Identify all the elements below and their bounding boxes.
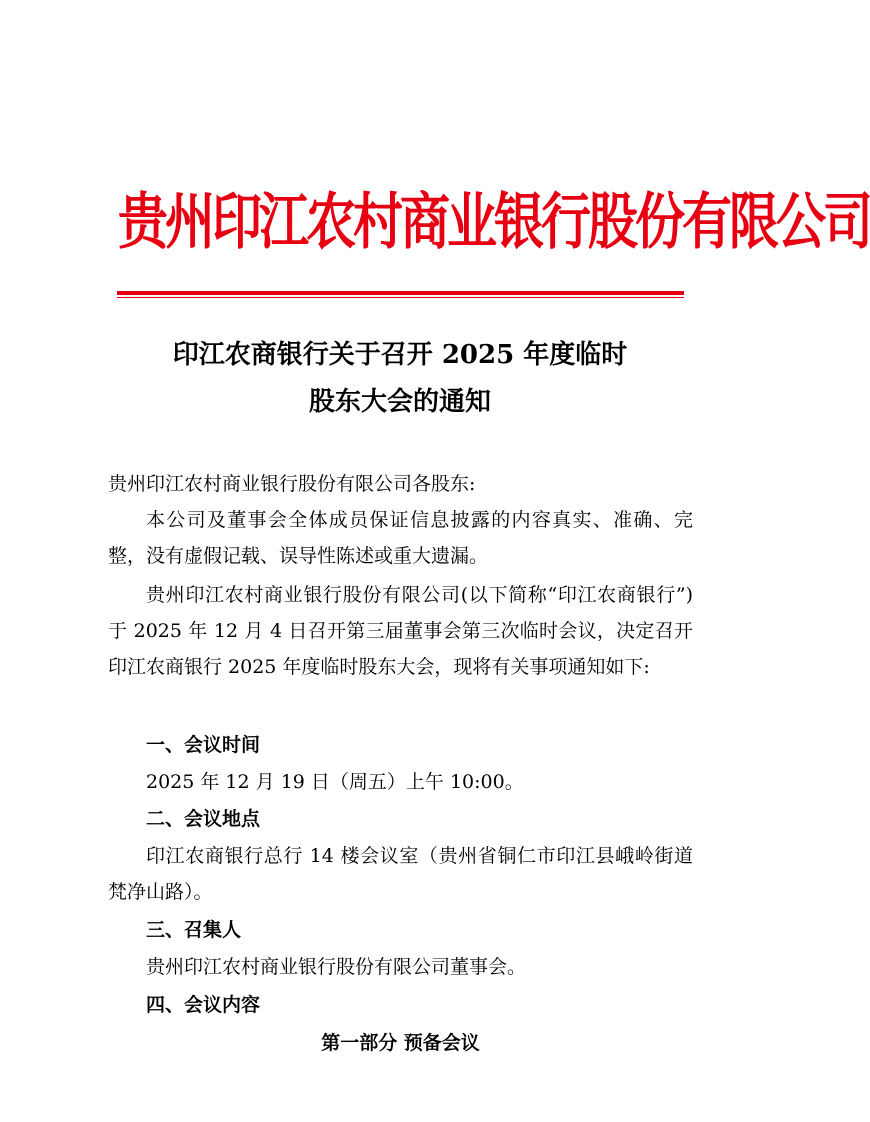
salutation: 贵州印江农村商业银行股份有限公司各股东: — [108, 473, 476, 495]
section-heading-convener: 三、召集人 — [146, 919, 242, 941]
section-heading-agenda: 四、会议内容 — [146, 994, 261, 1016]
section-body-venue: 印江农商银行总行 14 楼会议室（贵州省铜仁市印江县峨岭街道梵净山路）。 — [108, 845, 693, 903]
section-heading-venue: 二、会议地点 — [146, 808, 261, 830]
letterhead-divider-thick — [117, 291, 684, 295]
disclosure-statement: 本公司及董事会全体成员保证信息披露的内容真实、准确、完整，没有虚假记载、误导性陈述或重大遗漏。 — [108, 509, 693, 567]
intro-paragraph: 贵州印江农村商业银行股份有限公司(以下简称“印江农商银行”)于 2025 年 12 月 4 日召开第三届董事会第三次临时会议，决定召开印江农商银行 2025 年度临时股东大会，现将有关事项通知如下: — [108, 584, 693, 678]
section-body-time: 2025 年 12 月 19 日（周五）上午 10:00。 — [146, 771, 524, 793]
document-title-line-2: 股东大会的通知 — [308, 387, 491, 417]
document-title-line-1: 印江农商银行关于召开 2025 年度临时 — [172, 340, 628, 370]
part-heading: 第一部分 预备会议 — [321, 1032, 480, 1054]
letterhead-divider-thin — [117, 297, 684, 298]
section-heading-time: 一、会议时间 — [146, 734, 261, 756]
letterhead-org-name: 贵州印江农村商业银行股份有限公司 — [118, 186, 870, 258]
section-body-convener: 贵州印江农村商业银行股份有限公司董事会。 — [146, 956, 527, 978]
